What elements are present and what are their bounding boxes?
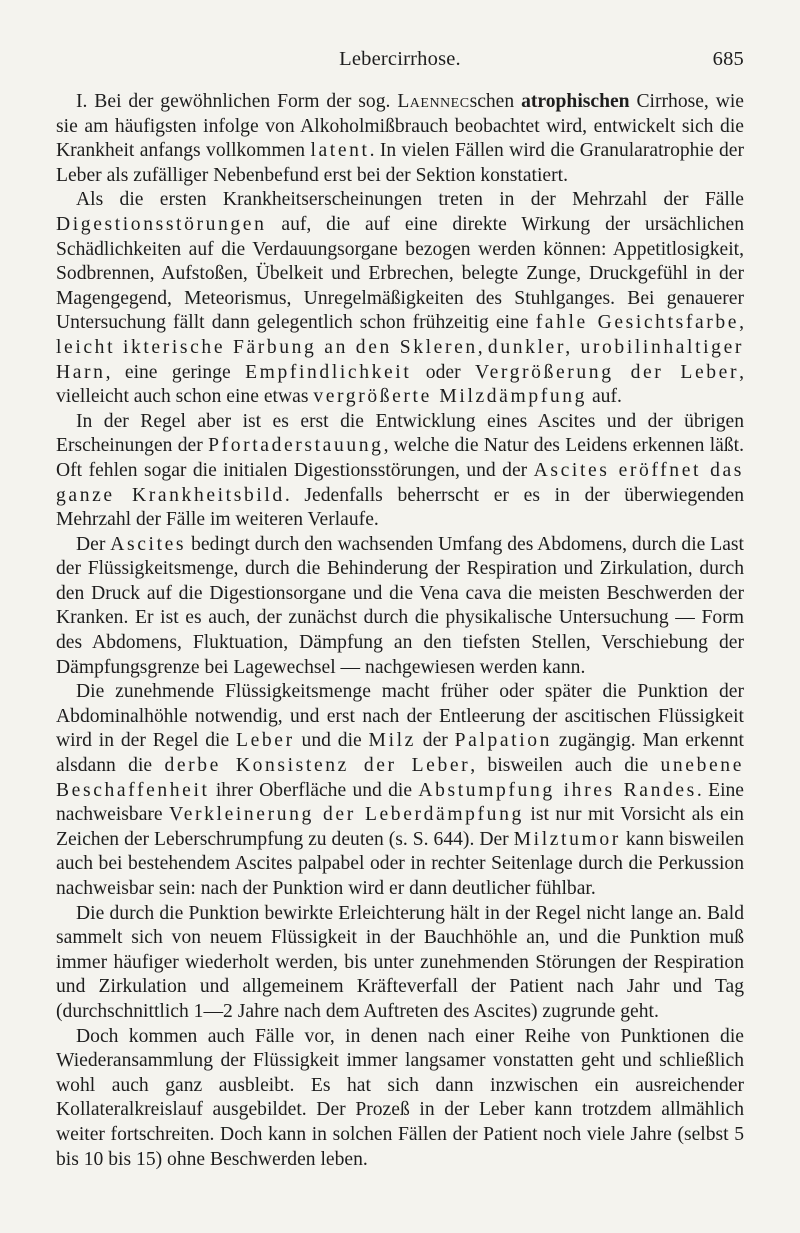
text-run: ist nur mit Vorsicht als ein Zeichen der Leberschrumpfung zu deuten (s. S. 644). Der xyxy=(56,804,744,850)
text-run: Die durch die Punktion bewirkte Erleichterung hält in der Regel nicht lange an. Bald sammelt sich von neuem Flüssigkeit in der Bauchhöhle an, und die Punktion muß immer häufiger wiederholt werden, bis unter zunehmenden Störungen der Respiration und Zirkulation und allgemeinem Kräfteverfall der Patient nach Jahr und Tag (durchschnittlich 1—2 Jahre nach dem Auftreten des Ascites) zugrunde geht. xyxy=(56,902,744,1022)
text-run: In der Regel aber ist es erst die Entwicklung eines Ascites und der übrigen Erscheinungen der xyxy=(56,410,744,457)
emphasized-text: unebene Beschaffenheit xyxy=(56,755,744,801)
paragraph xyxy=(56,410,744,533)
text-run: oder xyxy=(411,361,476,383)
text-run: . Eine nachweisbare xyxy=(56,779,745,826)
paragraph xyxy=(56,902,744,1025)
text-run: zugängig. Man erkennt alsdann die xyxy=(56,730,744,777)
text-run: I. Bei der gewöhnlichen Form der sog. xyxy=(76,91,398,112)
emphasized-text: Abstumpfung ihres Randes xyxy=(418,779,697,801)
paragraph xyxy=(56,680,744,901)
text-run: auf. xyxy=(587,386,622,408)
text-run: , xyxy=(477,336,488,358)
emphasized-text: Milztumor xyxy=(513,828,621,850)
text-run: , bisweilen auch die xyxy=(470,755,661,777)
emphasized-text: Ascites xyxy=(110,533,187,555)
text-run: , welche die Natur des Leidens erkennen läßt. Oft fehlen sogar die initialen Digestionsstörungen, und der xyxy=(56,435,744,481)
emphasized-text: dunkler, urobilinhaltiger Harn xyxy=(56,336,745,383)
text-run: , eine geringe xyxy=(105,361,246,383)
text-run: der xyxy=(415,730,455,752)
emphasized-text: Ascites eröffnet das ganze Krankheitsbild xyxy=(56,459,745,506)
text-run: schen xyxy=(469,91,522,112)
emphasized-text: fahle Gesichtsfarbe xyxy=(535,312,740,334)
emphasized-text: Verkleinerung der Leberdämpfung xyxy=(169,804,524,826)
text-run: . In vielen Fällen wird die Granularatrophie der Leber als zufälliger Nebenbefund erst bei der Sektion konstatiert. xyxy=(56,140,744,186)
emphasized-text: Digestionsstörungen xyxy=(56,213,267,235)
emphasized-text: leicht ikterische Färbung an den Skleren xyxy=(56,336,478,358)
text-run: Als die ersten Krankheitserscheinungen treten in der Mehrzahl der Fälle xyxy=(76,189,744,211)
emphasized-text: Pfortaderstauung xyxy=(208,435,384,457)
text-run: , xyxy=(739,312,744,334)
paragraph xyxy=(56,188,744,409)
emphasized-text: Empfindlichkeit xyxy=(245,361,412,383)
text-run: Der xyxy=(76,533,111,555)
emphasized-text: Leber xyxy=(236,730,295,752)
emphasized-text: derbe Konsistenz der Leber xyxy=(164,755,471,777)
page-number: 685 xyxy=(712,48,744,70)
running-header xyxy=(56,48,744,78)
emphasized-text: latent xyxy=(310,140,370,162)
text-run: Doch kommen auch Fälle vor, in denen nach einer Reihe von Punktionen die Wiederansammlung der Flüssigkeit immer langsamer vonstatten geht und schließlich wohl auch ganz ausbleibt. Es hat sich dann inzwischen ein ausreichender Kollateralkreislauf ausgebildet. Der Prozeß in der Leber kann trotzdem allmählich weiter fortschreiten. Doch kann in solchen Fällen der Patient noch viele Jahre (selbst 5 bis 10 bis 15) ohne Beschwerden leben. xyxy=(56,1025,744,1170)
emphasized-text: Palpation xyxy=(454,730,553,752)
text-run: Die zunehmende Flüssigkeitsmenge macht früher oder später die Punktion der Abdominalhöhle notwendig, und erst nach der Entleerung der ascitischen Flüssigkeit wird in der Regel die xyxy=(56,681,744,752)
emphasized-text: Vergrößerung der Leber xyxy=(475,361,740,383)
emphasized-text: atrophischen xyxy=(521,91,630,112)
text-run: und die xyxy=(294,730,369,752)
text-run: kann bisweilen auch bei bestehendem Ascites palpabel oder in rechter Seitenlage durch die Perkussion nachweisbar sein: nach der Punktion wird er dann deutlicher fühlbar. xyxy=(56,828,744,899)
emphasized-text: Milz xyxy=(368,730,416,752)
text-run: auf, die auf eine direkte Wirkung der ursächlichen Schädlichkeiten auf die Verdauungsorgane bezogen werden können: Appetitlosigkeit, Sodbrennen, Aufstoßen, Übelkeit und Erbrechen, belegte Zunge, Druckgefühl in der Magengegend, Meteorismus, Unregelmäßigkeiten des Stuhlganges. Bei genauerer Untersuchung fällt dann gelegentlich schon frühzeitig eine xyxy=(56,213,744,334)
text-run: . Jedenfalls beherrscht er es in der überwiegenden Mehrzahl der Fälle im weiteren Verlaufe. xyxy=(56,484,744,531)
text-run: Cirrhose, wie sie am häufigsten infolge von Alkoholmißbrauch beobachtet wird, entwickelt sich die Krankheit anfangs vollkommen xyxy=(56,91,745,162)
emphasized-text: vergrößerte Milzdämpfung xyxy=(313,386,588,408)
running-title: Lebercirrhose. xyxy=(339,48,461,70)
text-run: , vielleicht auch schon eine etwas xyxy=(56,361,744,408)
text-run: ihrer Oberfläche und die xyxy=(209,779,419,801)
paragraph xyxy=(56,90,744,188)
text-run: bedingt durch den wachsenden Umfang des Abdomens, durch die Last der Flüssigkeitsmenge, durch die Behinderung der Respiration und Zirkulation, durch den Druck auf die Digestionsorgane und die Vena cava die meisten Beschwerden der Kranken. Er ist es auch, der zunächst durch die physikalische Untersuchung — Form des Abdomens, Fluktuation, Dämpfung an den tiefsten Stellen, Verschiebung der Dämpfungsgrenze bei Lagewechsel — nachgewiesen werden kann. xyxy=(56,533,744,678)
paragraph xyxy=(56,533,744,681)
body-text xyxy=(56,90,744,1172)
emphasized-text: Laennec xyxy=(397,91,470,112)
paragraph xyxy=(56,1025,744,1173)
